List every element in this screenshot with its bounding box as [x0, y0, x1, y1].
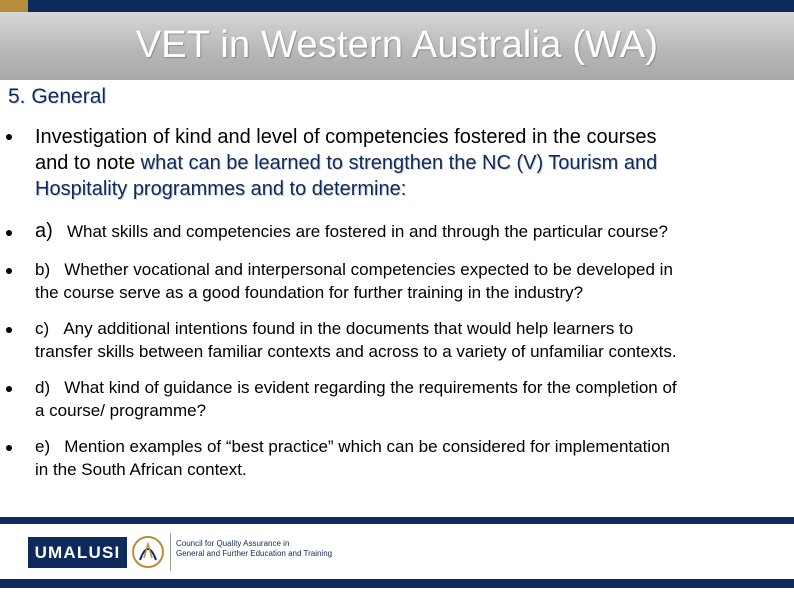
item-c-body-1: Any additional intentions found in the documents that would help learners to: [63, 319, 634, 338]
slide-title: VET in Western Australia (WA): [135, 24, 659, 66]
bullet-icon: [6, 327, 12, 333]
item-c-line-2: transfer skills between familiar contexts and across to a variety of unfamiliar contexts.: [35, 342, 677, 361]
footer-rule-bottom-light: [0, 588, 794, 595]
item-letter: b): [35, 260, 51, 279]
item-letter: e): [35, 437, 51, 456]
bullet-icon: [6, 386, 12, 392]
tagline-line-1: Council for Quality Assurance in: [176, 539, 290, 548]
item-letter: d): [35, 378, 51, 397]
intro-line-3: Hospitality programmes and to determine:: [35, 178, 407, 200]
intro-line-1: Investigation of kind and level of competencies fostered in the courses: [35, 126, 657, 148]
item-d-text: [35, 376, 787, 422]
item-b-line-2: the course serve as a good foundation for further training in the industry?: [35, 283, 584, 302]
umalusi-logo: UMALUSI: [28, 537, 127, 568]
intro-line-2: [35, 150, 787, 176]
item-letter: a): [35, 220, 53, 242]
item-c-line-1: [35, 317, 787, 340]
top-strip: [0, 0, 794, 12]
item-d-body-1: What kind of guidance is evident regarding the requirements for the completion of: [64, 378, 677, 397]
item-b-text: [35, 258, 787, 304]
bullet-icon: [6, 134, 12, 140]
umalusi-tagline: [176, 539, 332, 559]
item-b-line-1: [35, 258, 787, 281]
item-d-line-2: a course/ programme?: [35, 401, 207, 420]
bullet-icon: [6, 268, 12, 274]
item-c-text: [35, 317, 787, 363]
item-d-line-1: [35, 376, 787, 399]
umalusi-emblem-icon: [130, 532, 166, 572]
intro-text: [35, 124, 787, 202]
item-e-line-2: in the South African context.: [35, 460, 247, 479]
bullet-icon: [6, 445, 12, 451]
tagline-line-2: General and Further Education and Training: [176, 549, 333, 558]
intro-line-2-emph: what can be learned to strengthen the NC (V) Tourism and: [140, 152, 658, 174]
item-b-body-1: Whether vocational and interpersonal competencies expected to be developed in: [64, 260, 673, 279]
item-e-body-1: Mention examples of “best practice” which can be considered for implementation: [64, 437, 670, 456]
bullet-icon: [6, 230, 12, 236]
footer-rule-top: [0, 517, 794, 524]
footer-rule-bottom: [0, 579, 794, 588]
item-e-line-1: [35, 435, 787, 458]
section-heading: 5. General: [8, 85, 107, 108]
footer-divider: [170, 533, 171, 571]
item-a-text: [35, 220, 787, 243]
item-letter: c): [35, 319, 50, 338]
top-accent: [0, 0, 28, 12]
intro-line-2-plain: and to note: [35, 152, 141, 174]
item-a-body: What skills and competencies are fostered in and through the particular course?: [66, 222, 668, 241]
item-e-text: [35, 435, 787, 481]
